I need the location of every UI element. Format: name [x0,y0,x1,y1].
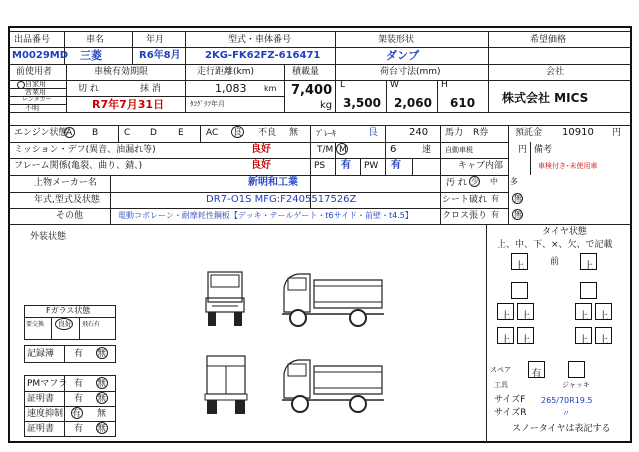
mileage-label: 走行距離(km) [197,67,255,77]
deposit-yen: 円 [612,128,622,138]
ac-good: 良 [233,128,243,138]
dim-w-label: W [390,80,399,90]
capacity-unit: kg [320,100,333,111]
tool-label: 工具 [494,381,508,389]
remark-inspected-unused: 車検付き･未使用車 [538,162,598,170]
size-r-label: サイズR [494,408,527,418]
tire-slot [580,282,597,299]
gears-unit: 速 [422,145,432,155]
company-name: 株式会社 MICS [502,91,589,105]
mission-label: ミッション・デフ(異音、油漏れ等) [14,145,156,155]
engine-label: エンジン状態 [14,128,68,138]
capacity-value: 7,400 [291,83,333,98]
engine-grade-a: A [66,128,73,138]
price-label: 希望価格 [530,35,567,45]
pw-label: PW [364,161,379,171]
record-label-0: 記録簿 [27,349,55,359]
dirt-label: 汚 れ [446,178,467,188]
spare-label: スペア [490,366,511,374]
record-yes-2: 有 [74,394,84,404]
record-yes-4: 有 [74,424,84,434]
brake-label: ﾌﾞﾚｰｷ [316,129,336,138]
auto-tax-label: 自動車税 [445,146,473,154]
mileage-unit: km [264,84,277,93]
record-label-4: 証明書 [27,424,55,434]
lot-label: 出品番号 [14,35,51,45]
truck-front-view-icon [204,268,246,330]
jack-label: ジャッキ [562,381,590,389]
engine-grade-d: D [150,128,157,138]
maker-value: 三菱 [80,49,102,62]
tire-rear-5: 上 [497,327,514,344]
upper-maker-value: 新明和工業 [248,177,298,188]
deposit-label: 預託金 [515,128,543,138]
dirt-low: 少 [471,177,479,186]
seat-label: シート破れ [442,195,488,205]
upper-other-label: その他 [56,211,84,221]
spare-box: 有 [528,361,545,378]
tacho-label: ﾀｺｸﾞﾗﾌ年月 [190,100,225,108]
tire-front: 前 [550,257,560,267]
upper-other-value: 電動コボレーン・耐摩耗性鋼板【デッキ・テールゲート・t6サイド・前壁・t4.5】 [118,211,413,220]
year-label: 年月 [146,35,165,45]
brake-value: 良 [368,127,378,138]
upper-model-value: DR7-O1S MFG:F2405517526Z [206,194,357,205]
ac-bad: 不良 [258,128,277,138]
tire-legend: 上、中、下、×、欠、で記載 [497,240,613,250]
model-label: 型式・車体番号 [228,35,292,45]
frame-label: フレーム関係(亀裂、曲り、錆、) [14,161,143,171]
deposit-value: 10910 [562,127,594,138]
prev-user-rental: レンタカー [22,96,52,103]
tire-front-left: 上 [511,253,528,270]
snow-tire-note: スノータイヤは表記する [512,424,611,434]
model-value: 2KG-FK62FZ-616471 [205,50,321,61]
mission-value: 良好 [251,144,271,155]
tire-rear-1: 上 [497,303,514,320]
lot-number: M0029MD [12,50,69,61]
glass-good: 良好 [58,320,72,328]
truck-rear-view-icon [204,352,248,416]
record-label-3: 速度抑制 [27,409,64,419]
tire-slot [511,282,528,299]
cargo-dims-label: 荷台寸法(mm) [380,67,441,77]
inspection-expired: 切 れ [78,84,99,94]
capacity-label: 積載量 [292,67,320,77]
size-r-value: 〃 [562,409,570,418]
engine-grade-b: B [92,128,99,138]
prev-user-private: 自家用 [25,80,46,88]
upper-model-label: 年式,型式及状態 [34,195,100,205]
seat-no: 無 [514,194,522,203]
inspection-label: 車検有効期限 [94,67,149,77]
truck-side-view-icon [278,268,388,330]
ps-label: PS [314,161,326,171]
prev-user-unknown: 不明 [25,104,39,112]
body-label: 架装形状 [378,35,415,45]
year-value: R6年8月 [139,50,181,61]
record-yes-1: 有 [74,379,84,389]
body-value: ダンプ [386,49,420,62]
cab-label: キャブ内部 [458,161,504,171]
tm-label: T/M [317,145,334,155]
ac-label: AC [206,128,219,138]
mileage-value: 1,083 [215,82,247,95]
inspection-date: R7年7月31日 [92,98,165,111]
glass-replace: 要交換 [26,321,45,328]
selected-mark [17,81,25,89]
gears-value: 6 [390,144,397,155]
seat-yes: 有 [491,194,499,203]
dim-l-value: 3,500 [343,96,381,110]
dirt-high: 多 [510,177,518,186]
upper-maker-label: 上物メーカー名 [34,178,97,188]
record-yes-3: 有 [72,409,82,419]
hp-value: 240 [409,127,429,138]
tm-value: M [339,145,347,155]
tire-rear-6: 上 [517,327,534,344]
record-label-1: PMマフラ [27,379,68,389]
tire-rear-7: 上 [575,327,592,344]
inspection-cancelled: 抹 消 [140,84,161,94]
record-no-1: 無 [97,379,107,389]
pw-value: 有 [391,160,401,171]
dim-h-value: 610 [450,96,476,110]
record-label-2: 証明書 [27,394,55,404]
tire-front-right: 上 [580,253,597,270]
cloth-label: クロス張り [442,211,488,221]
cloth-yes: 有 [491,210,499,219]
cloth-no: 無 [514,210,522,219]
glass-chips: 飛石有 [82,321,101,328]
dim-h-label: H [441,80,448,90]
engine-grade-c: C [124,128,131,138]
record-no-3: 無 [97,409,107,419]
company-label: 会社 [546,67,565,77]
frame-value: 良好 [251,160,271,171]
auto-tax-yen: 円 [518,145,528,155]
ac-none: 無 [289,128,299,138]
remarks-label: 備考 [534,145,553,155]
prev-user-commercial: 営業用 [25,88,46,96]
size-f-value: 265/70R19.5 [541,396,593,405]
tire-rear-3: 上 [575,303,592,320]
record-yes-0: 有 [74,349,84,359]
tire-rear-8: 上 [595,327,612,344]
engine-grade-e: E [178,128,184,138]
ps-value: 有 [341,160,351,171]
tire-rear-2: 上 [517,303,534,320]
record-no-0: 無 [97,349,107,359]
tire-title: タイヤ状態 [542,227,587,237]
record-no-2: 無 [97,394,107,404]
front-glass-label: Fガラス状態 [46,306,91,315]
size-f-label: サイズF [494,395,526,405]
prev-user-label: 前使用者 [16,67,53,77]
tire-rear-4: 上 [595,303,612,320]
dim-l-label: L [340,80,346,90]
hp-label: 馬力 [445,128,464,138]
exterior-label: 外装状態 [30,232,67,242]
dim-w-value: 2,060 [394,96,432,110]
spare-slot [568,361,585,378]
dirt-mid: 中 [490,177,498,186]
truck-side-view-icon [278,352,388,416]
maker-label: 車名 [86,35,105,45]
fuel-label: R券 [473,128,489,138]
record-no-4: 無 [97,424,107,434]
